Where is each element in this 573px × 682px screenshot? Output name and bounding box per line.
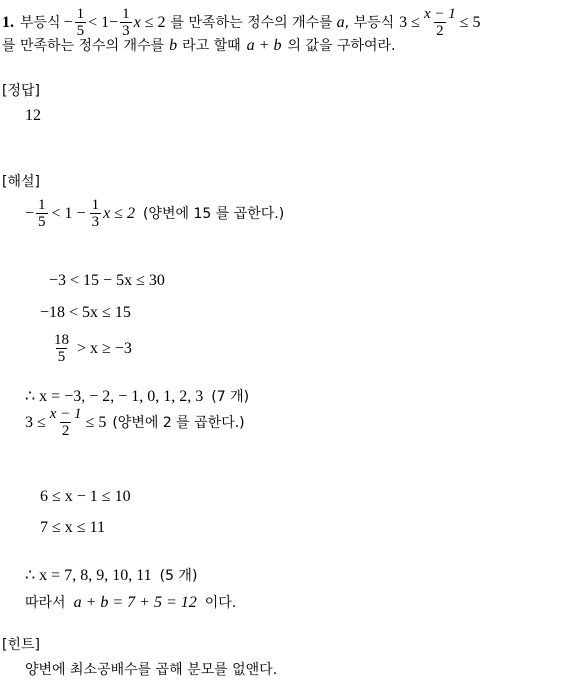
conclusion-text: 따라서 — [25, 595, 66, 611]
solution-step-7: 6 ≤ x − 1 ≤ 10 — [40, 488, 131, 505]
fraction: $\frac{1}{3}$ — [122, 6, 130, 39]
count-note: (7 개) — [211, 389, 250, 405]
math-text: 3 ≤ — [25, 413, 46, 431]
hint-heading: [힌트] — [2, 637, 40, 653]
math-text: > x ≥ −3 — [77, 339, 132, 357]
math-text: x ≤ 2 — [103, 204, 135, 222]
math-text: ≤ 2 — [144, 13, 166, 31]
math-text: 3 ≤ — [399, 13, 420, 31]
problem-line-1 — [2, 6, 481, 39]
math-text: < 1− — [88, 13, 119, 31]
math-text: < 1 − — [51, 204, 86, 222]
math-text: ≤ 5 — [85, 413, 107, 431]
fraction: $\frac{18}{5}$ — [54, 332, 69, 365]
problem-number: 1. — [2, 13, 14, 31]
problem-text: 의 값을 구하여라. — [287, 38, 396, 54]
math-text: ∴ x = 7, 8, 9, 10, 11 — [25, 567, 152, 584]
solution-step-3: −18 < 5x ≤ 15 — [40, 304, 131, 321]
math-expr: a + b — [246, 37, 282, 54]
math-var: b — [169, 37, 178, 54]
count-note: (5 개) — [159, 568, 198, 584]
problem-line-2 — [2, 37, 396, 55]
answer-heading: [정답] — [2, 83, 40, 99]
solution-step-5 — [25, 388, 249, 406]
math-sign: − — [25, 204, 35, 222]
problem-text: 를 만족하는 정수의 개수를 — [170, 14, 333, 31]
fraction: $\frac{x - 1}{2}$ — [49, 406, 82, 439]
math-sign: − — [63, 13, 73, 31]
solution-step-1 — [25, 197, 284, 230]
answer-value: 12 — [25, 107, 41, 124]
solution-step-8: 7 ≤ x ≤ 11 — [40, 519, 105, 536]
math-var: a — [336, 13, 345, 31]
conclusion-text: 이다. — [204, 595, 237, 611]
solution-note: (양변에 2 를 곱한다.) — [112, 414, 245, 431]
solution-step-9 — [25, 567, 197, 585]
math-text: ≤ 5 — [459, 13, 481, 31]
solution-heading: [해설] — [2, 174, 40, 190]
solution-step-6 — [25, 406, 245, 439]
fraction: $\frac{1}{5}$ — [38, 197, 46, 230]
problem-text: 를 만족하는 정수의 개수를 — [2, 38, 165, 54]
fraction: $\frac{1}{3}$ — [91, 197, 100, 230]
math-var: x — [133, 13, 141, 31]
hint-text: 양변에 최소공배수를 곱해 분모를 없앤다. — [25, 662, 278, 678]
solution-step-2: −3 < 15 − 5x ≤ 30 — [49, 272, 165, 289]
problem-text: 부등식 — [20, 14, 61, 31]
fraction: $\frac{x - 1}{2}$ — [423, 6, 456, 39]
fraction: $\frac{1}{5}$ — [76, 6, 85, 39]
problem-text: 라고 할때 — [182, 38, 241, 54]
solution-conclusion — [25, 594, 236, 612]
math-text: ∴ x = −3, − 2, − 1, 0, 1, 2, 3 — [25, 388, 204, 405]
solution-step-4 — [50, 332, 132, 365]
problem-text: , 부등식 — [344, 14, 395, 31]
math-expr: a + b = 7 + 5 = 12 — [73, 594, 197, 611]
solution-note: (양변에 15 를 곱한다.) — [142, 205, 285, 222]
